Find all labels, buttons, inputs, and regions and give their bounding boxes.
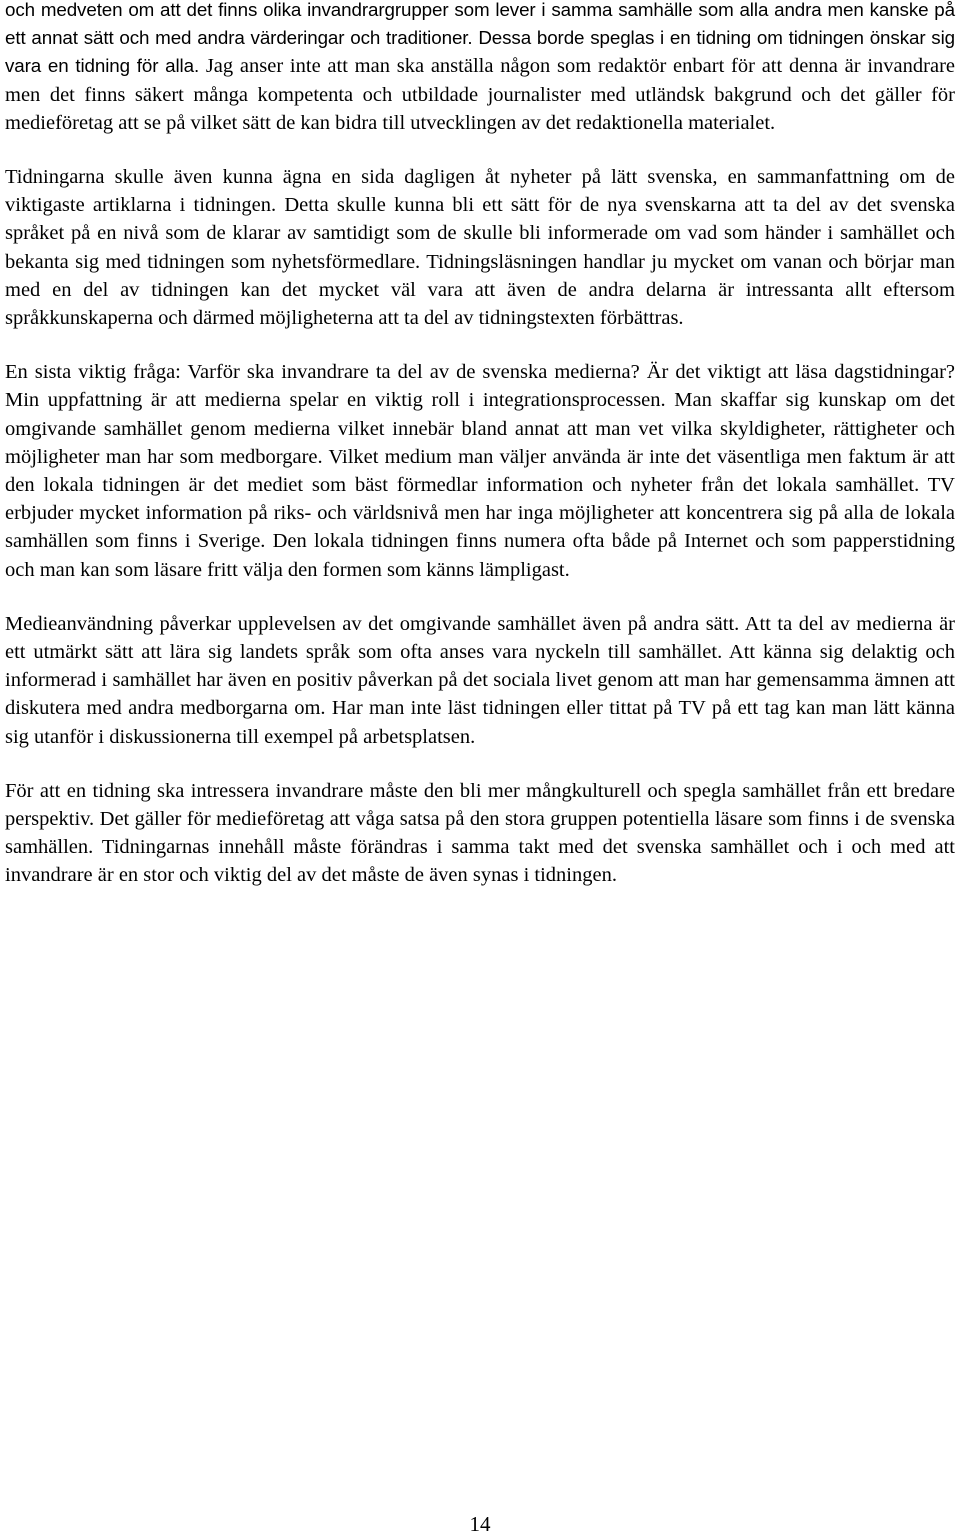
paragraph-5: För att en tidning ska intressera invandrare måste den bli mer mångkulturell och spegla samhället från ett bredare perspektiv. Det gäller för medieföretag att våga satsa på den stora gruppen potentiella läsare som finns i de svenska samhällen. Tidningarnas innehåll måste förändras i samma takt med det svenska samhället och i och med att invandrare är en stor och viktig del av det måste de även synas i tidningen. [5,779,955,887]
paragraph-4: Medieanvändning påverkar upplevelsen av det omgivande samhället även på andra sätt. Att ta del av medierna är ett utmärkt sätt att lära sig landets språk som ofta anses vara nyckeln till samhället. Att känna sig delaktig och informerad i samhället har även en positiv påverkan på det sociala livet genom att man har gemensamma ämnen att diskutera med andra medborgarna om. Har man inte läst tidningen eller tittat på TV på ett tag kan man lätt känna sig utanför i diskussionerna till exempel på arbetsplatsen. [5,612,955,748]
document-page [5,0,955,916]
paragraph-1 [5,0,955,137]
paragraph-1-serif-fragment: Jag anser inte att man ska anställa någon som redaktör enbart för att denna är invandrare men det finns säkert många kompetenta och utbildade journalister med utländsk bakgrund och det gäller för medieföretag att se på vilket sätt de kan bidra till utvecklingen av det redaktionella materialet. [5,55,955,134]
paragraph-1-sans-fragment: och medveten om att det finns olika invandrargrupper som lever i samma samhälle som alla andra men kanske på ett annat sätt och med andra värderingar och traditioner. Dessa borde speglas i en tidning om tidningen önskar sig vara en tidning för alla. [5,0,955,77]
paragraph-3: En sista viktig fråga: Varför ska invandrare ta del av de svenska medierna? Är det viktigt att läsa dagstidningar? Min uppfattning är att medierna spelar en viktig roll i integrationsprocessen. Man skaffar sig kunskap om det omgivande samhället genom medierna vilket innebär bland annat att man vet vilka skyldigheter, rättigheter och möjligheter man har som medborgare. Vilket medium man väljer använda är inte det väsentliga men faktum är att den lokala tidningen är det mediet som bäst förmedlar information och nyheter från det lokala samhället. TV erbjuder mycket information på riks- och världsnivå men har inga möjligheter att koncentrera sig på alla de lokala samhällen som finns i Sverige. Den lokala tidningen finns numera ofta både på Internet och som papperstidning och man kan som läsare fritt välja den formen som känns lämpligast. [5,361,955,581]
page-number: 14 [469,1512,491,1536]
paragraph-2: Tidningarna skulle även kunna ägna en sida dagligen åt nyheter på lätt svenska, en sammanfattning om de viktigaste artiklarna i tidningen. Detta skulle kunna bli ett sätt för de nya svenskarna att ta del av det svenska språket på en nivå som de klarar av samtidigt som de skulle bli informerade om vad som händer i samhället och bekanta sig med tidningen som nyhetsförmedlare. Tidningsläsningen handlar ju mycket om vanan och börjar man med en del av tidningen kan det mycket väl vara att även de andra delarna är intressanta allt eftersom språkkunskaperna och därmed möjligheterna att ta del av tidningstexten förbättras. [5,166,955,330]
